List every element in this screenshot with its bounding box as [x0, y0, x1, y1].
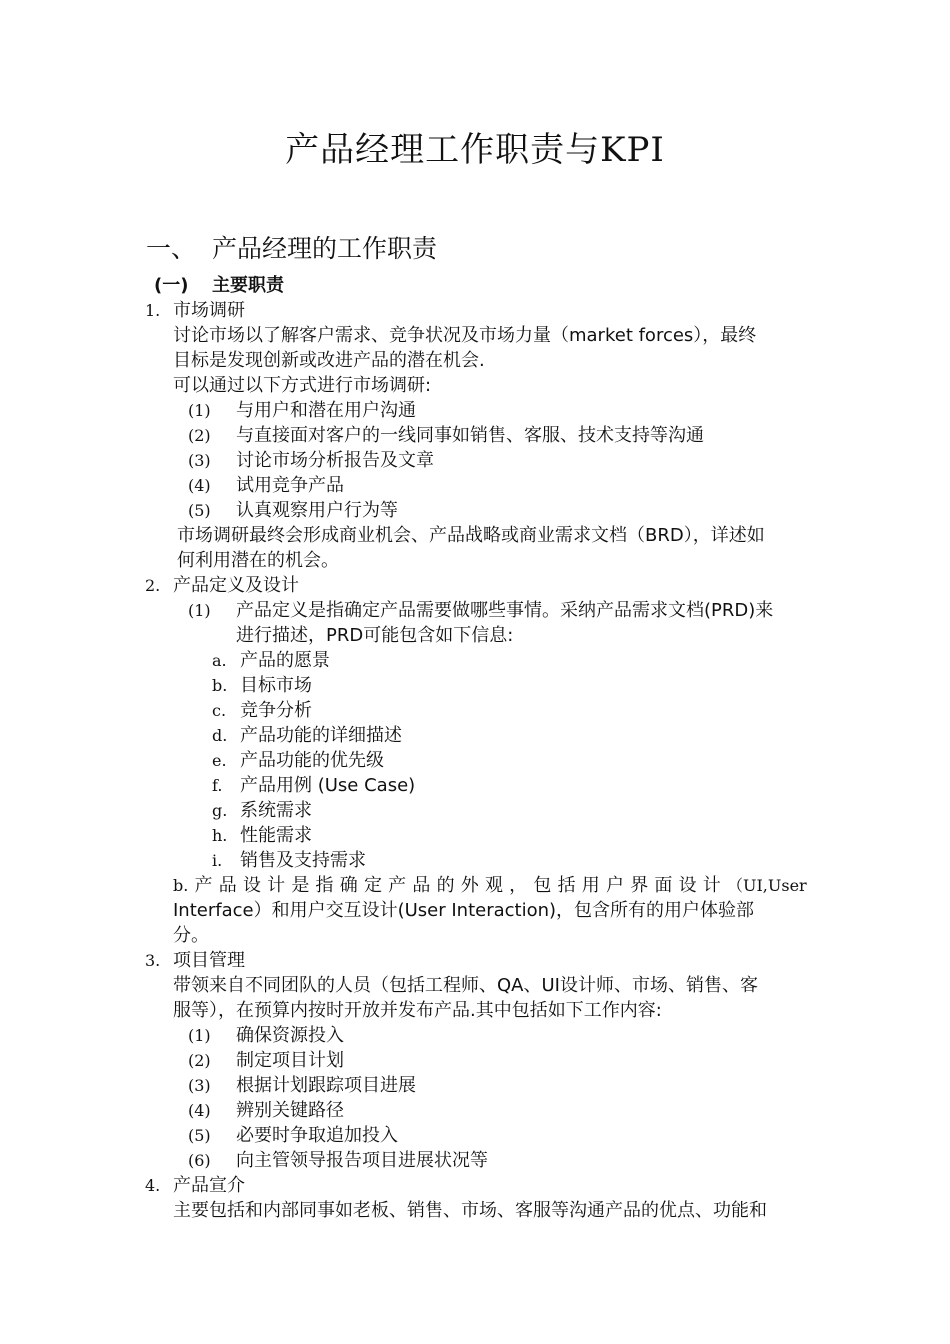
design-text-token: 观 — [484, 875, 503, 896]
list-text: 认真观察用户行为等 — [236, 500, 398, 521]
item-number: 4. — [145, 1176, 161, 1195]
list-item — [188, 498, 398, 523]
paragraph-line: 讨论市场以了解客户需求、竞争状况及市场力量（market forces），最终 — [173, 325, 757, 346]
paragraph-line: 可以通过以下方式进行市场调研: — [173, 375, 432, 396]
list-item — [188, 1073, 416, 1098]
list-item — [188, 398, 416, 423]
letter-number: g. — [212, 801, 228, 820]
item-title: 产品定义及设计 — [173, 575, 299, 596]
letter-item — [212, 823, 312, 848]
list-item — [188, 473, 344, 498]
list-number: (5) — [188, 501, 211, 520]
list-text: 根据计划跟踪项目进展 — [236, 1075, 416, 1096]
letter-number: c. — [212, 701, 227, 720]
item-title: 项目管理 — [173, 950, 245, 971]
design-text-token: 指 — [315, 875, 334, 896]
design-text-token: 产 — [388, 875, 407, 896]
item-number: 3. — [145, 951, 161, 970]
design-text-token: 产 — [194, 875, 213, 896]
paragraph-line: 主要包括和内部同事如老板、销售、市场、客服等沟通产品的优点、功能和 — [173, 1200, 767, 1221]
paragraph-line: 带领来自不同团队的人员（包括工程师、QA、UI设计师、市场、销售、客 — [173, 975, 758, 996]
letter-text: 产品用例 (Use Case) — [240, 775, 416, 796]
letter-number: a. — [212, 651, 227, 670]
list-text: 向主管领导报告项目进展状况等 — [236, 1150, 488, 1171]
title-kpi: KPI — [600, 130, 665, 170]
design-text-token: 定 — [363, 875, 382, 896]
list-text: 试用竞争产品 — [236, 475, 344, 496]
list-text: 确保资源投入 — [236, 1025, 344, 1046]
design-text-token: 计 — [702, 875, 721, 896]
list-number: (2) — [188, 1051, 211, 1070]
list-item — [188, 1048, 344, 1073]
section-heading — [146, 232, 437, 266]
list-number: (1) — [188, 601, 211, 620]
item-title: 产品宣介 — [173, 1175, 245, 1196]
design-text-token: 包 — [533, 875, 552, 896]
design-text-token: （UI,User — [727, 876, 807, 895]
design-text-token: 确 — [339, 875, 358, 896]
letter-number: f. — [212, 776, 223, 795]
list-text: 辨别关键路径 — [236, 1100, 344, 1121]
design-text-token: 外 — [460, 875, 479, 896]
letter-text: 产品功能的优先级 — [240, 750, 384, 771]
list-number: (6) — [188, 1151, 211, 1170]
letter-item — [212, 748, 384, 773]
paragraph-line: 市场调研最终会形成商业机会、产品战略或商业需求文档（BRD），详述如 — [177, 525, 765, 546]
item-heading — [145, 298, 245, 323]
subsection-heading — [154, 273, 284, 299]
list-number: (3) — [188, 1076, 211, 1095]
list-text: 与直接面对客户的一线同事如销售、客服、技术支持等沟通 — [236, 425, 704, 446]
design-text-token: 用 — [581, 875, 600, 896]
design-text-token: 设 — [678, 875, 697, 896]
list-text: 讨论市场分析报告及文章 — [236, 450, 434, 471]
letter-text: 销售及支持需求 — [240, 850, 366, 871]
list-text: 产品定义是指确定产品需要做哪些事情。采纳产品需求文档(PRD)来 — [236, 600, 774, 621]
letter-text: 竞争分析 — [240, 700, 312, 721]
paragraph-line: 进行描述，PRD可能包含如下信息: — [236, 625, 514, 646]
list-item — [188, 1098, 344, 1123]
letter-text: 性能需求 — [240, 825, 312, 846]
letter-item — [212, 648, 330, 673]
list-item — [188, 423, 704, 448]
paragraph-line: 目标是发现创新或改进产品的潜在机会. — [173, 350, 485, 371]
title-chinese: 产品经理工作职责与 — [285, 130, 601, 170]
list-number: (1) — [188, 401, 211, 420]
list-item — [188, 1148, 488, 1173]
letter-item — [212, 773, 415, 798]
design-text-token: 计 — [267, 875, 286, 896]
design-text-token: 品 — [218, 875, 237, 896]
list-number: (2) — [188, 426, 211, 445]
list-number: (4) — [188, 1101, 211, 1120]
subsection-title: 主要职责 — [212, 275, 284, 296]
design-text-token: 的 — [436, 875, 455, 896]
design-text-token: ， — [509, 875, 528, 896]
letter-number: d. — [212, 726, 228, 745]
list-item — [188, 448, 434, 473]
list-text: 必要时争取追加投入 — [236, 1125, 398, 1146]
paragraph-line: Interface）和用户交互设计(User Interaction)，包含所有的用户体验部 — [173, 900, 755, 921]
letter-item — [212, 673, 312, 698]
list-number: (4) — [188, 476, 211, 495]
design-text-token: 户 — [605, 875, 624, 896]
design-text-token: 界 — [630, 875, 649, 896]
item-number: 1. — [145, 301, 161, 320]
paragraph-line: 何利用潜在的机会。 — [177, 550, 339, 571]
letter-item — [212, 848, 366, 873]
section-title: 产品经理的工作职责 — [212, 234, 438, 263]
paragraph-line: 服等），在预算内按时开放并发布产品.其中包括如下工作内容: — [173, 1000, 662, 1021]
design-text-token: 品 — [412, 875, 431, 896]
page-title — [0, 128, 950, 172]
letter-item — [212, 798, 312, 823]
design-text-token: b. — [173, 876, 189, 895]
letter-number: b. — [212, 676, 228, 695]
item-number: 2. — [145, 576, 161, 595]
list-number: (5) — [188, 1126, 211, 1145]
letter-item — [212, 723, 402, 748]
design-text-token: 面 — [654, 875, 673, 896]
list-number: (3) — [188, 451, 211, 470]
letter-text: 产品功能的详细描述 — [240, 725, 402, 746]
list-text: 制定项目计划 — [236, 1050, 344, 1071]
list-text: 与用户和潜在用户沟通 — [236, 400, 416, 421]
list-number: (1) — [188, 1026, 211, 1045]
subsection-number: (一) — [154, 275, 189, 296]
list-item — [188, 598, 773, 623]
section-number: 一、 — [146, 234, 197, 263]
design-text-token: 设 — [242, 875, 261, 896]
item-heading — [145, 573, 299, 598]
design-paragraph-line — [173, 873, 807, 898]
letter-number: e. — [212, 751, 227, 770]
list-item — [188, 1123, 398, 1148]
item-title: 市场调研 — [173, 300, 245, 321]
design-text-token: 括 — [557, 875, 576, 896]
paragraph-line: 分。 — [173, 925, 209, 946]
letter-text: 系统需求 — [240, 800, 312, 821]
item-heading — [145, 948, 245, 973]
letter-text: 产品的愿景 — [240, 650, 330, 671]
letter-item — [212, 698, 312, 723]
list-item — [188, 1023, 344, 1048]
letter-text: 目标市场 — [240, 675, 312, 696]
design-text-token: 是 — [291, 875, 310, 896]
letter-number: h. — [212, 826, 228, 845]
letter-number: i. — [212, 851, 223, 870]
item-heading — [145, 1173, 245, 1198]
